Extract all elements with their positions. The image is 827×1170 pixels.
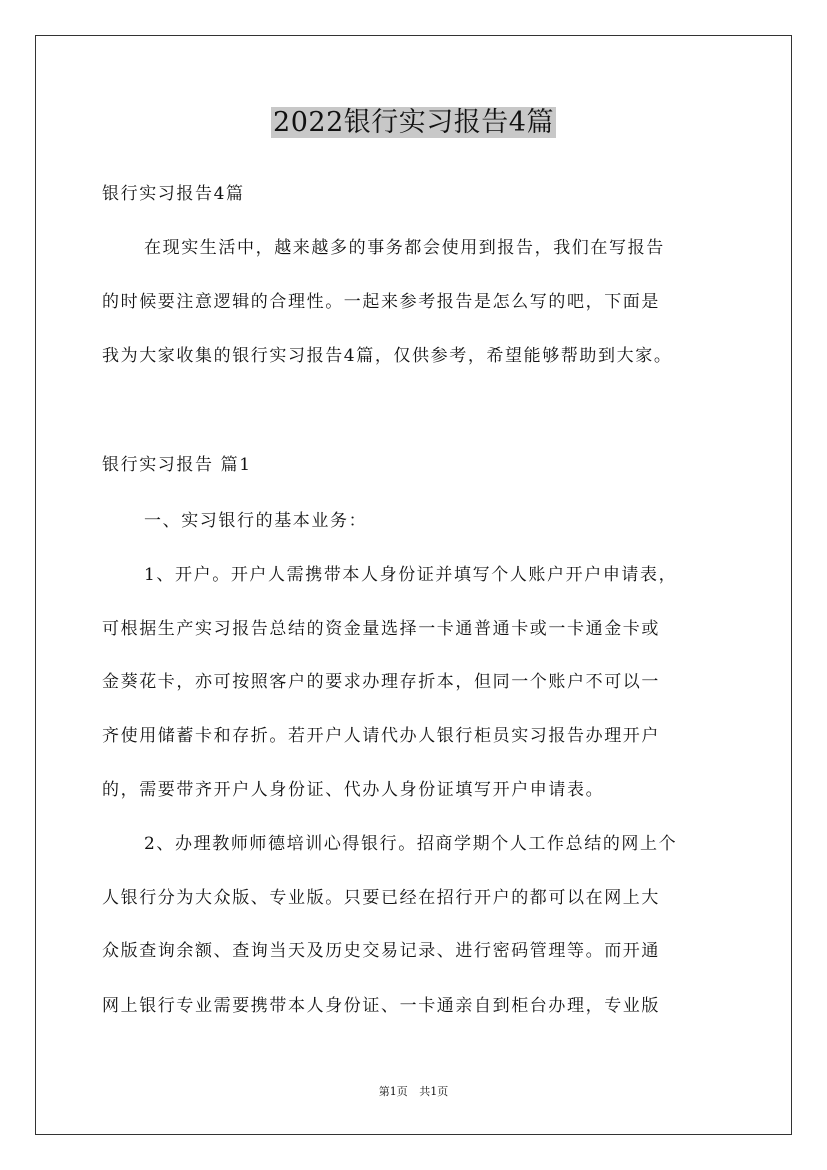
paragraph-line: 网上银行专业需要携带本人身份证、一卡通亲自到柜台办理，专业版 xyxy=(102,996,660,1016)
paragraph-line: 可根据生产实习报告总结的资金量选择一卡通普通卡或一卡通金卡或 xyxy=(102,619,660,639)
paragraph-line: 的，需要带齐开户人身份证、代办人身份证填写开户申请表。 xyxy=(102,780,605,800)
paragraph-line: 人银行分为大众版、专业版。只要已经在招行开户的都可以在网上大 xyxy=(102,888,660,908)
paragraph-line: 金葵花卡，亦可按照客户的要求办理存折本，但同一个账户不可以一 xyxy=(102,672,660,692)
section-heading: 银行实习报告 篇1 xyxy=(102,455,252,475)
page-footer xyxy=(0,1084,827,1100)
paragraph-line: 我为大家收集的银行实习报告4篇，仅供参考，希望能够帮助到大家。 xyxy=(102,346,673,366)
page-total: 共1页 xyxy=(419,1085,449,1098)
paragraph-line: 在现实生活中，越来越多的事务都会使用到报告，我们在写报告 xyxy=(144,238,665,258)
paragraph-line: 齐使用储蓄卡和存折。若开户人请代办人银行柜员实习报告办理开户 xyxy=(102,726,660,746)
paragraph-line: 1、开户。开户人需携带本人身份证并填写个人账户开户申请表， xyxy=(144,565,678,585)
paragraph-line: 2、办理教师师德培训心得银行。招商学期个人工作总结的网上个 xyxy=(144,834,678,854)
subsection-heading: 一、实习银行的基本业务： xyxy=(144,511,368,531)
paragraph-line: 众版查询余额、查询当天及历史交易记录、进行密码管理等。而开通 xyxy=(102,941,660,961)
document-title xyxy=(0,104,827,141)
document-title-text: 2022银行实习报告4篇 xyxy=(273,107,554,138)
paragraph-line: 的时候要注意逻辑的合理性。一起来参考报告是怎么写的吧，下面是 xyxy=(102,292,660,312)
page-number: 第1页 xyxy=(378,1085,408,1098)
subtitle: 银行实习报告4篇 xyxy=(102,184,245,204)
